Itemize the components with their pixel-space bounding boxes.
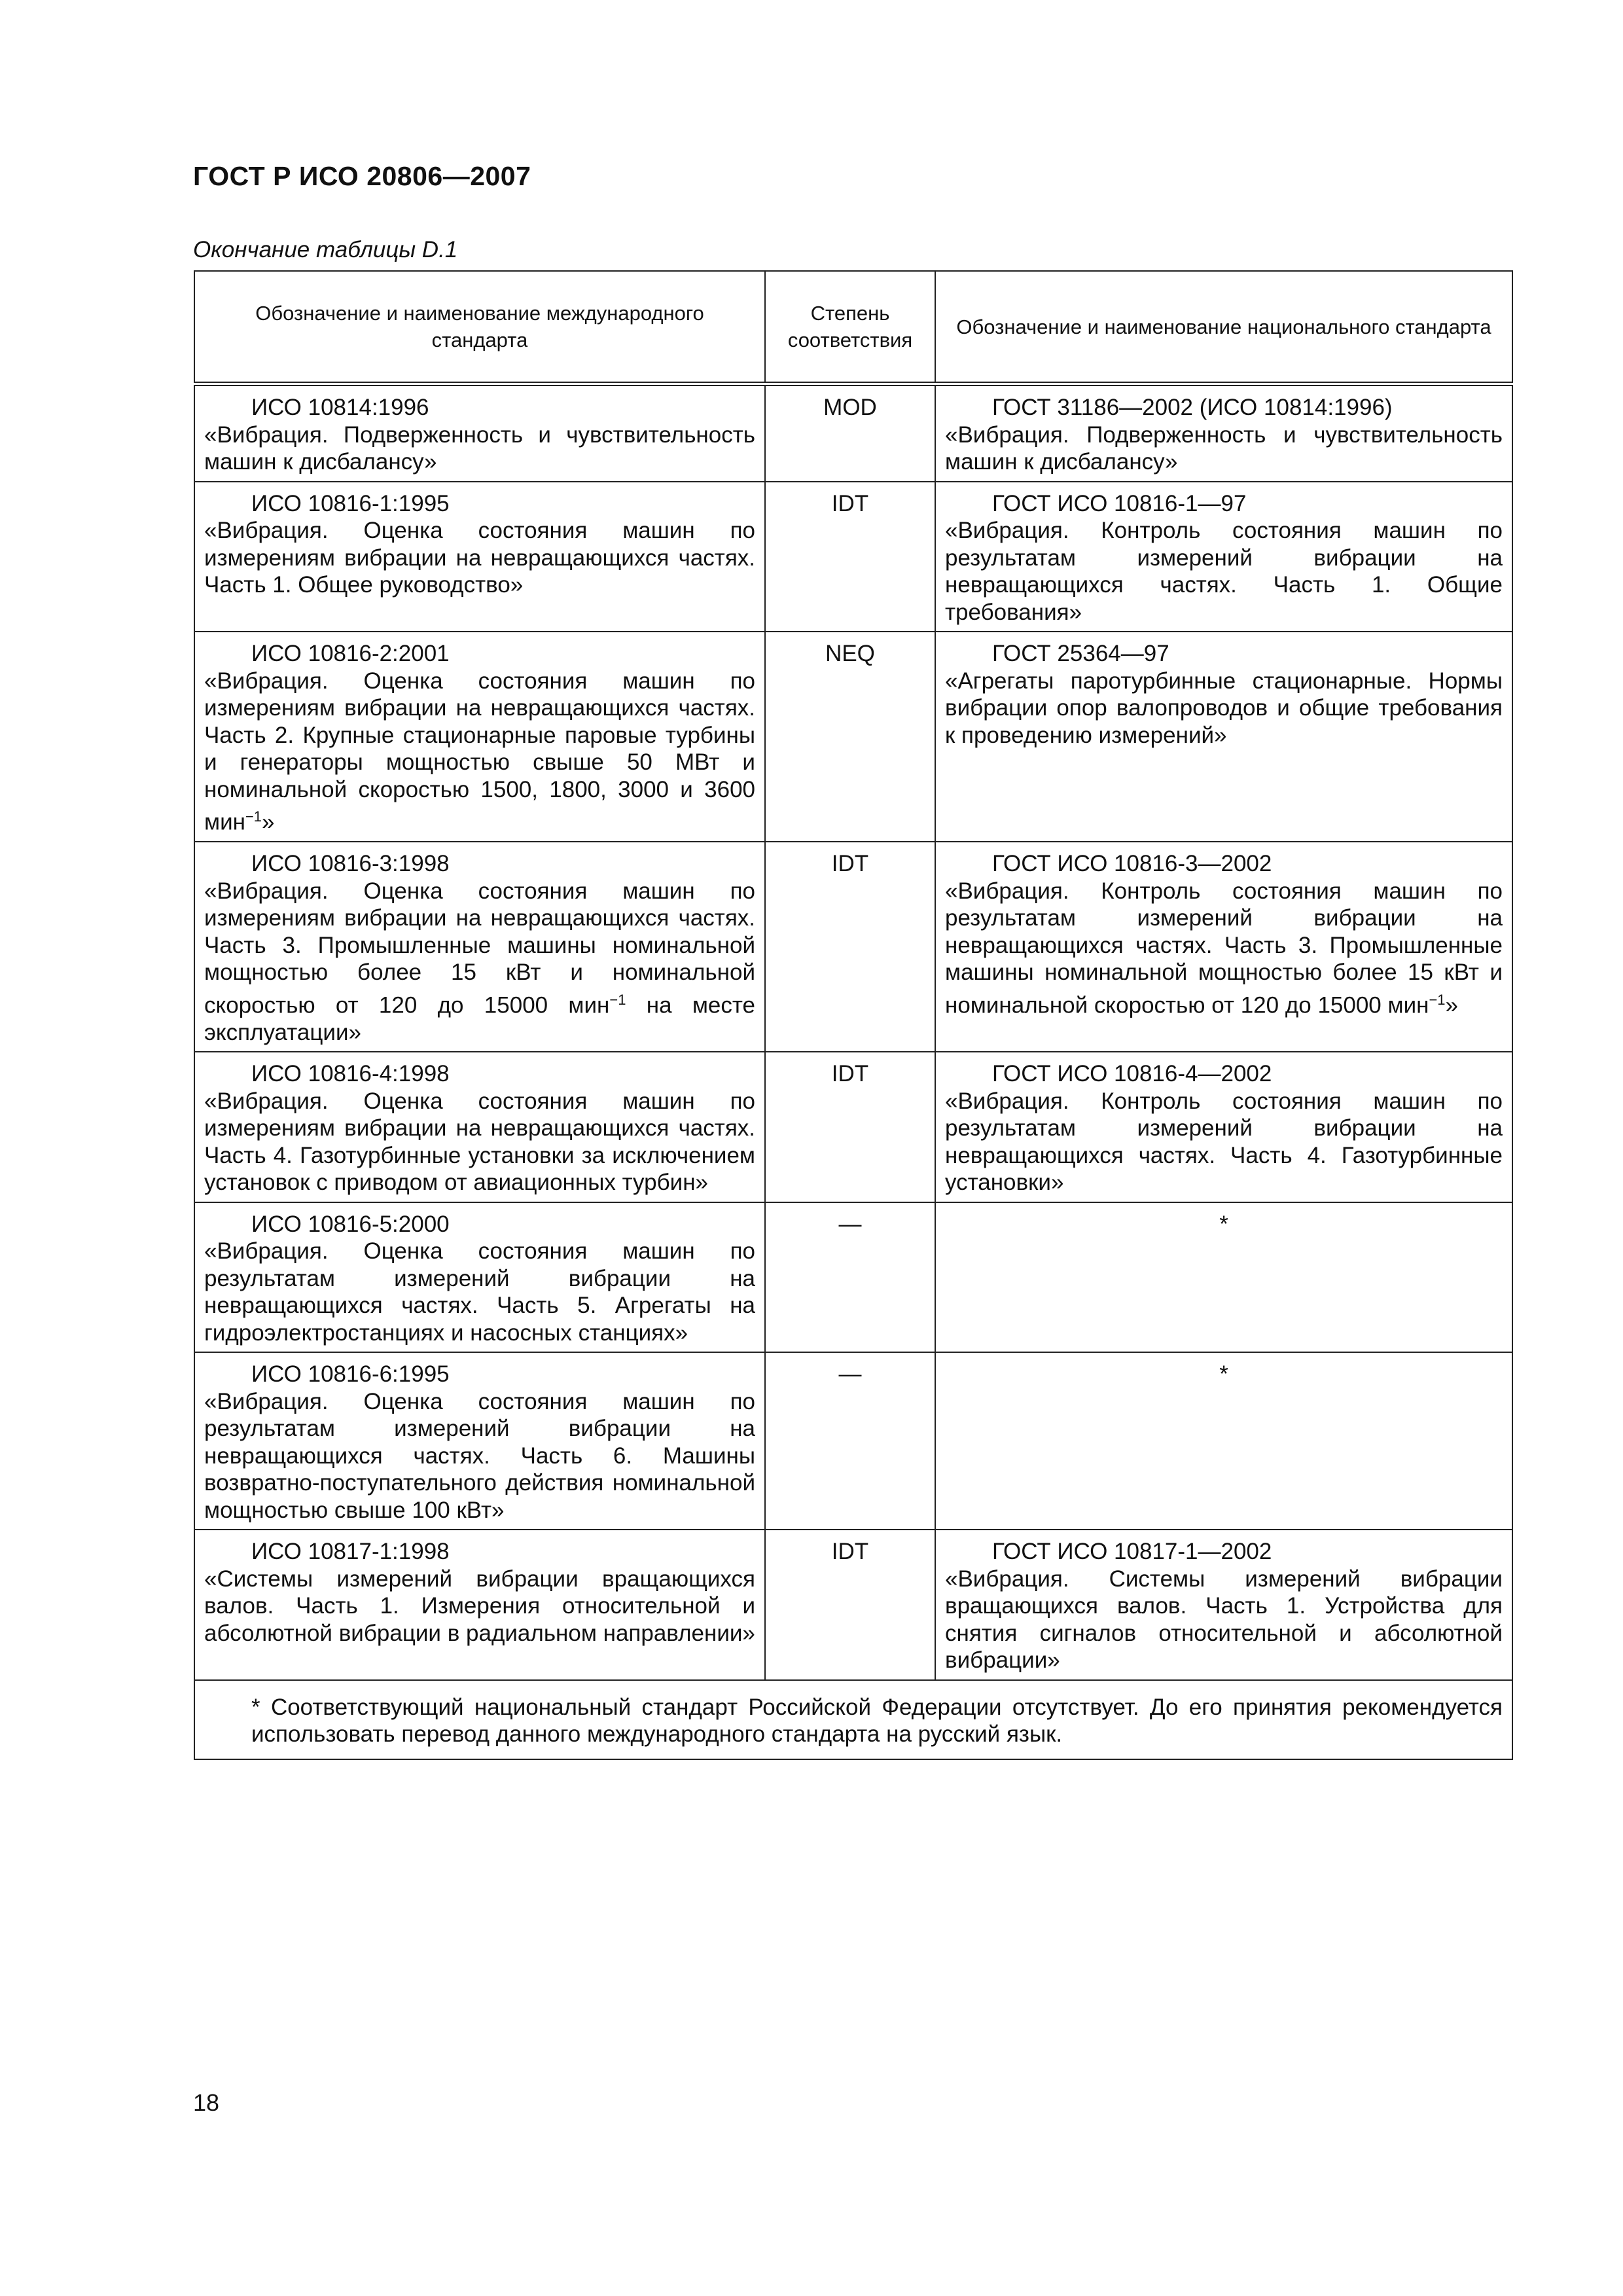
- cell-degree-of-correspondence: IDT: [765, 482, 935, 632]
- intl-standard-code: ИСО 10816-6:1995: [251, 1361, 450, 1388]
- table-caption: Окончание таблицы D.1: [193, 237, 458, 262]
- national-standard-name: [945, 668, 1503, 749]
- intl-standard-name: [204, 422, 755, 476]
- intl-standard-name: [204, 1388, 755, 1524]
- table-row: [194, 842, 1512, 1052]
- cell-degree-of-correspondence: IDT: [765, 1052, 935, 1202]
- national-standard-name-text: «Вибрация. Контроль состояния машин по результатам измерений вибрации на невращающихся частях. Часть 1. Общие требования»: [945, 518, 1503, 625]
- national-standard-code: ГОСТ ИСО 10816-3—2002: [992, 851, 1272, 877]
- table-footnote: [194, 1680, 1512, 1759]
- cell-degree-of-correspondence: NEQ: [765, 632, 935, 842]
- intl-standard-name: [204, 517, 755, 599]
- cell-degree-of-correspondence: —: [765, 1202, 935, 1353]
- intl-standard-code: ИСО 10816-5:2000: [251, 1211, 450, 1237]
- cell-international-standard: [194, 1352, 765, 1530]
- national-standard-code: ГОСТ ИСО 10816-4—2002: [992, 1061, 1272, 1087]
- national-standard-code: ГОСТ ИСО 10816-1—97: [992, 490, 1247, 516]
- page-number: 18: [193, 2089, 220, 2116]
- national-standard-name-text: «Вибрация. Контроль состояния машин по результатам измерений вибрации на невращающихся частях. Часть 4. Газотурбинные установки»: [945, 1088, 1503, 1196]
- table-row: [194, 1530, 1512, 1680]
- intl-standard-code: ИСО 10816-3:1998: [251, 851, 450, 877]
- cell-international-standard: [194, 842, 765, 1052]
- national-standard-name: [945, 422, 1503, 476]
- national-standard-code: ГОСТ 25364—97: [992, 641, 1169, 666]
- cell-degree-of-correspondence: —: [765, 1352, 935, 1530]
- cell-national-standard: [935, 482, 1512, 632]
- intl-standard-name-text: «Системы измерений вибрации вращающихся валов. Часть 1. Измерения относительной и абсолютной вибрации в радиальном направлении»: [204, 1566, 755, 1646]
- cell-degree-of-correspondence: IDT: [765, 1530, 935, 1680]
- intl-standard-code: ИСО 10816-1:1995: [251, 490, 450, 516]
- intl-standard-name-text: «Вибрация. Оценка состояния машин по измерениям вибрации на невращающихся частях. Часть 3. Промышленные машины номинальной мощностью более 15 кВт и номинальной скоростью от 120 до 15000 мин: [204, 878, 755, 1018]
- intl-standard-name-text: «Вибрация. Оценка состояния машин по измерениям вибрации на невращающихся частях. Часть 4. Газотурбинные установки за исключением установок с приводом от авиационных турбин»: [204, 1088, 755, 1196]
- cell-national-standard: [935, 1052, 1512, 1202]
- national-standard-name: [945, 1566, 1503, 1674]
- footnote-text: * Соответствующий национальный стандарт Российской Федерации отсутствует. До его принятия рекомендуется использовать перевод данного международного стандарта на русский язык.: [251, 1694, 1503, 1748]
- table-body: [194, 384, 1512, 1680]
- table-row: [194, 632, 1512, 842]
- national-standard-name-text: «Агрегаты паротурбинные стационарные. Нормы вибрации опор валопроводов и общие требования к проведению измерений»: [945, 668, 1503, 748]
- intl-standard-name: [204, 1088, 755, 1196]
- cell-international-standard: [194, 1530, 765, 1680]
- document-title: ГОСТ Р ИСО 20806—2007: [193, 161, 531, 191]
- intl-standard-name: [204, 1238, 755, 1346]
- header-national-standard: Обозначение и наименование национального стандарта: [935, 271, 1512, 384]
- national-standard-name-text: «Вибрация. Подверженность и чувствительность машин к дисбалансу»: [945, 422, 1503, 475]
- cell-national-standard: [935, 1530, 1512, 1680]
- header-degree-of-correspondence: Степень соответствия: [765, 271, 935, 384]
- national-standard-name-text: «Вибрация. Контроль состояния машин по результатам измерений вибрации на невращающихся частях. Часть 3. Промышленные машины номинальной мощностью более 15 кВт и номинальной скоростью от 120 до 15000 мин: [945, 878, 1503, 1018]
- intl-standard-name-tail: »: [262, 809, 275, 835]
- unit-exponent: −1: [1429, 991, 1446, 1008]
- unit-exponent: −1: [245, 808, 262, 825]
- table-row: [194, 482, 1512, 632]
- cell-international-standard: [194, 1052, 765, 1202]
- table-row: [194, 1052, 1512, 1202]
- intl-standard-name-text: «Вибрация. Оценка состояния машин по измерениям вибрации на невращающихся частях. Часть 2. Крупные стационарные паровые турбины и генераторы мощностью свыше 50 МВт и номинальной скоростью 1500, 1800, 3000 и 3600 мин: [204, 668, 755, 835]
- cell-national-standard: [935, 632, 1512, 842]
- cell-national-standard: [935, 1352, 1512, 1530]
- national-standard-code: ГОСТ ИСО 10817-1—2002: [992, 1539, 1272, 1565]
- cell-international-standard: [194, 482, 765, 632]
- intl-standard-name-text: «Вибрация. Оценка состояния машин по результатам измерений вибрации на невращающихся частях. Часть 6. Машины возвратно-поступательного действия номинальной мощностью свыше 100 кВт»: [204, 1388, 755, 1523]
- intl-standard-name: [204, 668, 755, 836]
- table-row: [194, 1202, 1512, 1353]
- national-standard-code: ГОСТ 31186—2002 (ИСО 10814:1996): [992, 395, 1393, 420]
- intl-standard-name: [204, 878, 755, 1047]
- intl-standard-code: ИСО 10816-4:1998: [251, 1061, 450, 1087]
- intl-standard-name-text: «Вибрация. Оценка состояния машин по измерениям вибрации на невращающихся частях. Часть 1. Общее руководство»: [204, 518, 755, 598]
- intl-standard-code: ИСО 10814:1996: [251, 395, 429, 420]
- national-standard-name: [945, 878, 1503, 1019]
- table-row: [194, 1352, 1512, 1530]
- no-national-standard-mark: *: [1219, 1361, 1228, 1388]
- cell-international-standard: [194, 1202, 765, 1353]
- intl-standard-name-tail: на месте эксплуатации»: [204, 992, 755, 1045]
- cell-degree-of-correspondence: IDT: [765, 842, 935, 1052]
- cell-national-standard: [935, 842, 1512, 1052]
- cell-national-standard: [935, 1202, 1512, 1353]
- national-standard-name: [945, 517, 1503, 626]
- standards-correspondence-table: [194, 270, 1513, 1760]
- intl-standard-code: ИСО 10817-1:1998: [251, 1539, 450, 1565]
- cell-international-standard: [194, 632, 765, 842]
- national-standard-name-tail: »: [1445, 992, 1459, 1018]
- intl-standard-name-text: «Вибрация. Подверженность и чувствительность машин к дисбалансу»: [204, 422, 755, 475]
- intl-standard-name: [204, 1566, 755, 1647]
- header-international-standard: Обозначение и наименование международного стандарта: [194, 271, 765, 384]
- national-standard-name: [945, 1088, 1503, 1196]
- cell-degree-of-correspondence: MOD: [765, 384, 935, 482]
- intl-standard-name-text: «Вибрация. Оценка состояния машин по результатам измерений вибрации на невращающихся частях. Часть 5. Агрегаты на гидроэлектростанциях и насосных станциях»: [204, 1238, 755, 1346]
- footnote-row: [194, 1680, 1512, 1759]
- cell-national-standard: [935, 384, 1512, 482]
- table-header-row: [194, 271, 1512, 384]
- intl-standard-code: ИСО 10816-2:2001: [251, 641, 450, 666]
- no-national-standard-mark: *: [1219, 1211, 1228, 1237]
- unit-exponent: −1: [609, 991, 626, 1008]
- table-row: [194, 384, 1512, 482]
- cell-international-standard: [194, 384, 765, 482]
- national-standard-name-text: «Вибрация. Системы измерений вибрации вращающихся валов. Часть 1. Устройства для снятия сигналов относительной и абсолютной вибрации»: [945, 1566, 1503, 1674]
